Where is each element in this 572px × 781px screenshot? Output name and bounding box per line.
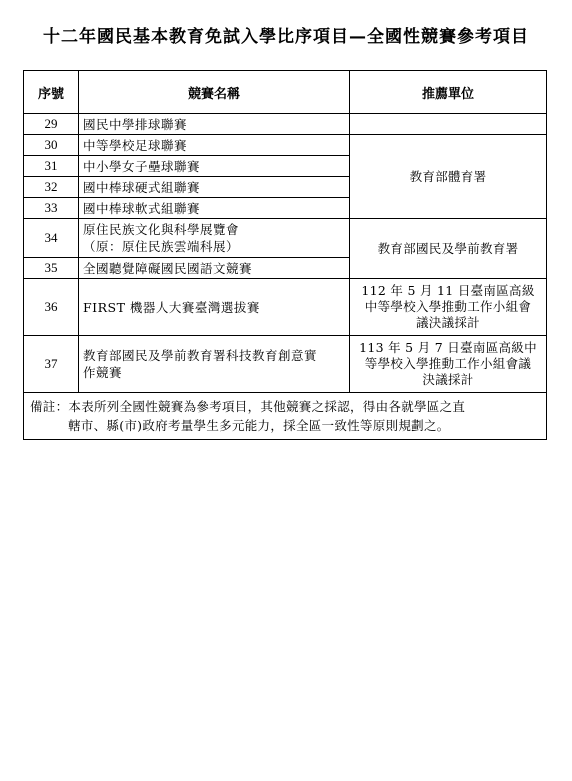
row-name-line: 原住民族文化與科學展覽會 (83, 222, 240, 237)
row-name (79, 336, 350, 393)
row-name-line: 作競賽 (83, 365, 123, 380)
header-no: 序號 (24, 71, 79, 114)
row-name: 中小學女子壘球聯賽 (79, 156, 350, 177)
row-unit-k12: 教育部國民及學前教育署 (350, 219, 547, 279)
row-name: 國中棒球硬式組聯賽 (79, 177, 350, 198)
unit-line: 決議採計 (422, 372, 474, 387)
row-unit-empty (350, 114, 547, 135)
table-header-row (24, 71, 547, 114)
notes-line: 備註：本表所列全國性競賽為參考項目，其他競賽之採認，得由各就學區之直 (30, 399, 466, 414)
page-title: 十二年國民基本教育免試入學比序項目—全國性競賽參考項目 (43, 27, 529, 47)
competition-table (23, 70, 547, 440)
unit-line: 等學校入學推動工作小組會議 (364, 356, 532, 371)
row-no: 35 (24, 258, 79, 279)
row-no: 31 (24, 156, 79, 177)
row-no: 34 (24, 219, 79, 258)
notes-cell (24, 393, 547, 440)
row-name: 國中棒球軟式組聯賽 (79, 198, 350, 219)
unit-line: 中等學校入學推動工作小組會 (364, 299, 532, 314)
row-unit-note (350, 336, 547, 393)
header-unit: 推薦單位 (350, 71, 547, 114)
table-row (24, 219, 547, 258)
row-no: 32 (24, 177, 79, 198)
notes-row (24, 393, 547, 440)
row-unit-note (350, 279, 547, 336)
table-row (24, 279, 547, 336)
row-no: 33 (24, 198, 79, 219)
table-row (24, 114, 547, 135)
unit-line: 113 年 5 月 7 日臺南區高級中 (359, 340, 537, 355)
row-unit-sports: 教育部體育署 (350, 135, 547, 219)
row-name-line: （原：原住民族雲端科展） (83, 239, 240, 254)
row-name: 全國聽覺障礙國民國語文競賽 (79, 258, 350, 279)
row-name: FIRST 機器人大賽臺灣選拔賽 (79, 279, 350, 336)
table-row (24, 135, 547, 156)
row-name (79, 219, 350, 258)
unit-line: 議決議採計 (415, 315, 480, 330)
unit-line: 112 年 5 月 11 日臺南區高級 (361, 283, 535, 298)
notes-line: 轄市、縣(市)政府考量學生多元能力，採全區一致性等原則規劃之。 (68, 418, 450, 433)
row-name: 中等學校足球聯賽 (79, 135, 350, 156)
table-row (24, 336, 547, 393)
row-no: 36 (24, 279, 79, 336)
row-no: 29 (24, 114, 79, 135)
header-name: 競賽名稱 (79, 71, 350, 114)
row-no: 30 (24, 135, 79, 156)
row-name-line: 教育部國民及學前教育署科技教育創意實 (83, 348, 318, 363)
row-no: 37 (24, 336, 79, 393)
row-name: 國民中學排球聯賽 (79, 114, 350, 135)
